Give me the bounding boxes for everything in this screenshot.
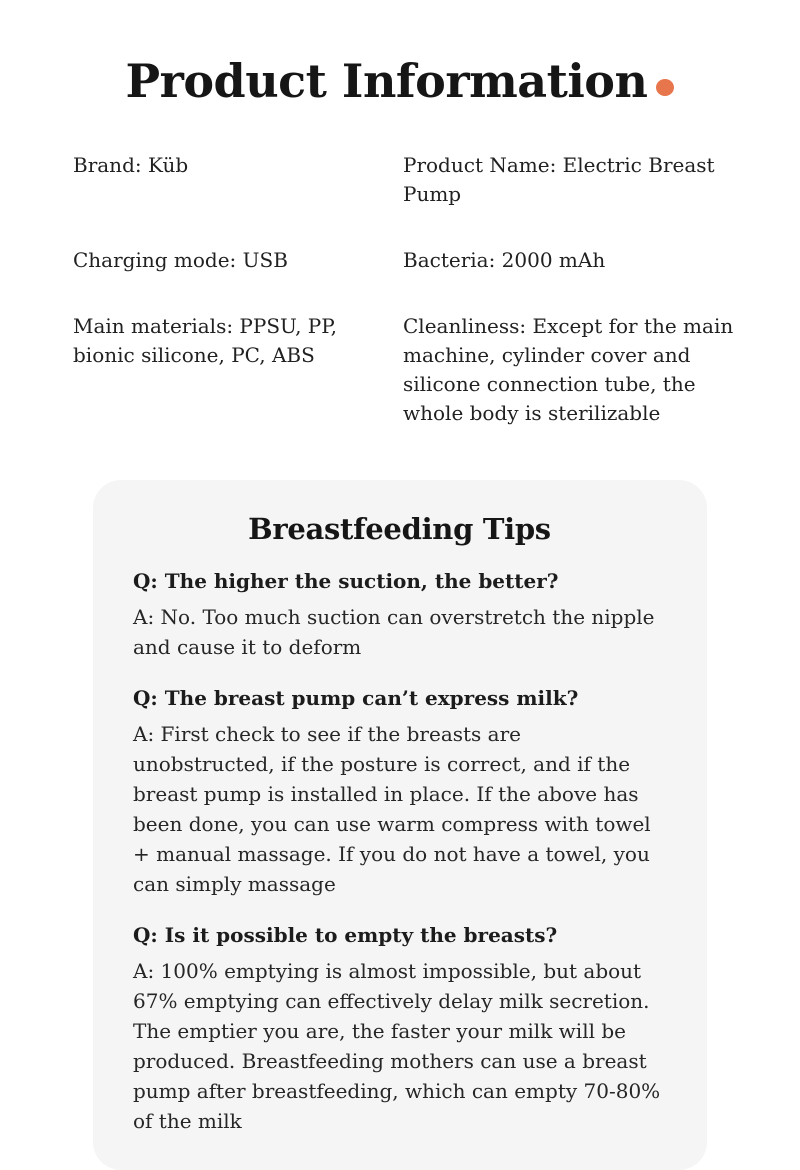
qa-item-express-milk [133,685,666,899]
qa-item-suction [133,568,666,662]
qa-question: Q: The higher the suction, the better? [133,568,559,593]
qa-answer: A: First check to see if the breasts are unobstructed, if the posture is correct, and if the breast pump is installed in place. If the above has been done, you can use warm compress with towel + manual massage. If you do not have a towel, you can simply massage [133,721,651,896]
breastfeeding-tips-card [93,480,707,1170]
page-title-text: Product Information [125,54,648,108]
spec-bacteria: Bacteria: 2000 mAh [403,247,606,272]
spec-charging-mode: Charging mode: USB [73,247,288,272]
spec-product-name: Product Name: Electric Breast Pump [403,152,715,206]
accent-dot-icon [656,79,674,96]
qa-question: Q: The breast pump can’t express milk? [133,685,579,710]
spec-row-charging-battery [73,246,760,275]
spec-main-materials: Main materials: PPSU, PP, bionic silicone, PC, ABS [73,313,338,367]
qa-question: Q: Is it possible to empty the breasts? [133,922,558,947]
qa-item-empty-breasts [133,922,666,1136]
qa-answer: A: No. Too much suction can overstretch the nipple and cause it to deform [133,604,655,659]
spec-brand: Brand: Küb [73,152,189,177]
tips-card-title: Breastfeeding Tips [248,511,551,546]
spec-row-brand-name [73,151,760,209]
product-specs-section [0,151,800,428]
spec-row-materials-cleanliness [73,312,760,428]
spec-cleanliness: Cleanliness: Except for the main machine, cylinder cover and silicone connection tube, the whole body is sterilizable [403,313,734,425]
page-title [0,56,800,107]
qa-answer: A: 100% emptying is almost impossible, but about 67% emptying can effectively delay milk secretion. The emptier you are, the faster your milk will be produced. Breastfeeding mothers can use a breast pump after breastfeeding, which can empty 70-80% of the milk [133,958,661,1133]
